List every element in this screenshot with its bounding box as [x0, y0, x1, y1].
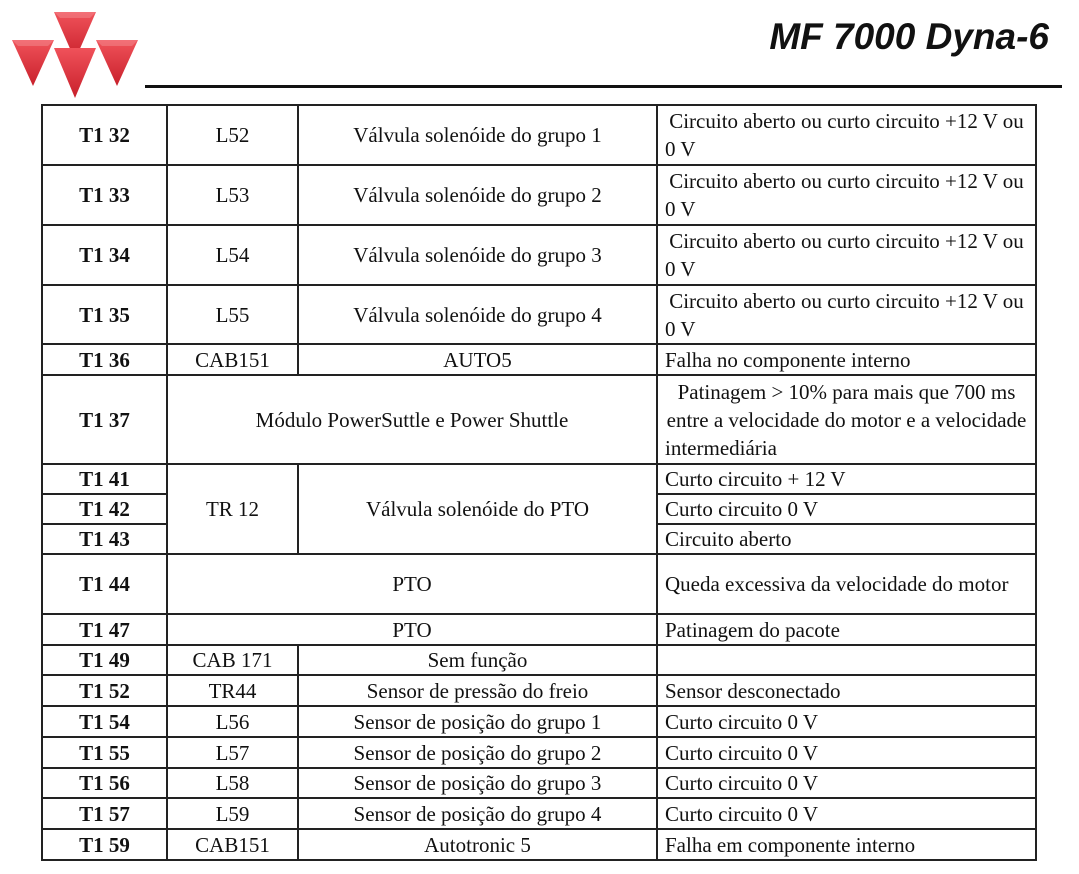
table-row	[42, 554, 1036, 614]
component-cell: L56	[167, 706, 298, 737]
table-row	[42, 285, 1036, 344]
component-cell: L57	[167, 737, 298, 768]
description-cell: Circuito aberto	[657, 524, 1036, 554]
description-cell: Curto circuito 0 V	[657, 494, 1036, 524]
component-cell: TR 12	[167, 464, 298, 554]
description-cell: Patinagem do pacote	[657, 614, 1036, 645]
component-cell: L58	[167, 768, 298, 798]
table-row	[42, 344, 1036, 375]
table-row	[42, 798, 1036, 829]
description-cell: Curto circuito 0 V	[657, 706, 1036, 737]
function-cell: Sensor de posição do grupo 3	[298, 768, 657, 798]
fault-code-cell: T1 52	[42, 675, 167, 706]
component-cell: L55	[167, 285, 298, 344]
fault-code-cell: T1 49	[42, 645, 167, 675]
description-cell: Circuito aberto ou curto circuito +12 V ou 0 V	[657, 225, 1036, 285]
fault-code-cell: T1 54	[42, 706, 167, 737]
fault-code-cell: T1 34	[42, 225, 167, 285]
table-row	[42, 614, 1036, 645]
description-cell: Curto circuito 0 V	[657, 737, 1036, 768]
component-cell: TR44	[167, 675, 298, 706]
description-cell: Circuito aberto ou curto circuito +12 V ou 0 V	[657, 285, 1036, 344]
component-cell: CAB151	[167, 829, 298, 860]
component-cell: L53	[167, 165, 298, 225]
fault-code-cell: T1 36	[42, 344, 167, 375]
fault-code-cell: T1 55	[42, 737, 167, 768]
fault-code-cell: T1 42	[42, 494, 167, 524]
description-cell: Patinagem > 10% para mais que 700 ms entre a velocidade do motor e a velocidade intermediária	[657, 375, 1036, 464]
table-row	[42, 225, 1036, 285]
table-row	[42, 165, 1036, 225]
description-cell: Falha em componente interno	[657, 829, 1036, 860]
fault-code-cell: T1 43	[42, 524, 167, 554]
component-cell: L54	[167, 225, 298, 285]
table-row	[42, 829, 1036, 860]
function-cell: Válvula solenóide do PTO	[298, 464, 657, 554]
page-title: MF 7000 Dyna-6	[769, 16, 1049, 57]
description-cell: Queda excessiva da velocidade do motor	[657, 554, 1036, 614]
table-row	[42, 706, 1036, 737]
component-cell: L52	[167, 105, 298, 165]
fault-code-cell: T1 35	[42, 285, 167, 344]
description-cell: Falha no componente interno	[657, 344, 1036, 375]
function-cell: AUTO5	[298, 344, 657, 375]
fault-code-cell: T1 47	[42, 614, 167, 645]
function-cell: Válvula solenóide do grupo 1	[298, 105, 657, 165]
description-cell: Curto circuito 0 V	[657, 768, 1036, 798]
function-cell: Autotronic 5	[298, 829, 657, 860]
component-cell: CAB151	[167, 344, 298, 375]
title-divider	[145, 85, 1062, 88]
description-cell: Sensor desconectado	[657, 675, 1036, 706]
fault-code-cell: T1 41	[42, 464, 167, 494]
function-cell: Sensor de posição do grupo 1	[298, 706, 657, 737]
fault-code-cell: T1 44	[42, 554, 167, 614]
table-row	[42, 105, 1036, 165]
description-cell	[657, 645, 1036, 675]
merged-function-cell: PTO	[167, 554, 657, 614]
description-cell: Curto circuito 0 V	[657, 798, 1036, 829]
merged-function-cell: Módulo PowerSuttle e Power Shuttle	[167, 375, 657, 464]
fault-code-cell: T1 32	[42, 105, 167, 165]
component-cell: CAB 171	[167, 645, 298, 675]
fault-code-cell: T1 57	[42, 798, 167, 829]
description-cell: Curto circuito + 12 V	[657, 464, 1036, 494]
table-row	[42, 675, 1036, 706]
function-cell: Válvula solenóide do grupo 4	[298, 285, 657, 344]
function-cell: Sensor de posição do grupo 2	[298, 737, 657, 768]
description-cell: Circuito aberto ou curto circuito +12 V ou 0 V	[657, 105, 1036, 165]
fault-code-cell: T1 59	[42, 829, 167, 860]
fault-code-cell: T1 37	[42, 375, 167, 464]
function-cell: Válvula solenóide do grupo 3	[298, 225, 657, 285]
table-row	[42, 375, 1036, 464]
fault-code-table	[41, 104, 1037, 861]
massey-ferguson-logo-icon	[12, 12, 138, 98]
table-row	[42, 645, 1036, 675]
fault-code-cell: T1 33	[42, 165, 167, 225]
function-cell: Sensor de posição do grupo 4	[298, 798, 657, 829]
description-cell: Circuito aberto ou curto circuito +12 V ou 0 V	[657, 165, 1036, 225]
function-cell: Válvula solenóide do grupo 2	[298, 165, 657, 225]
function-cell: Sensor de pressão do freio	[298, 675, 657, 706]
component-cell: L59	[167, 798, 298, 829]
table-row	[42, 737, 1036, 768]
table-row	[42, 768, 1036, 798]
merged-function-cell: PTO	[167, 614, 657, 645]
table-row	[42, 464, 1036, 494]
function-cell: Sem função	[298, 645, 657, 675]
fault-code-cell: T1 56	[42, 768, 167, 798]
